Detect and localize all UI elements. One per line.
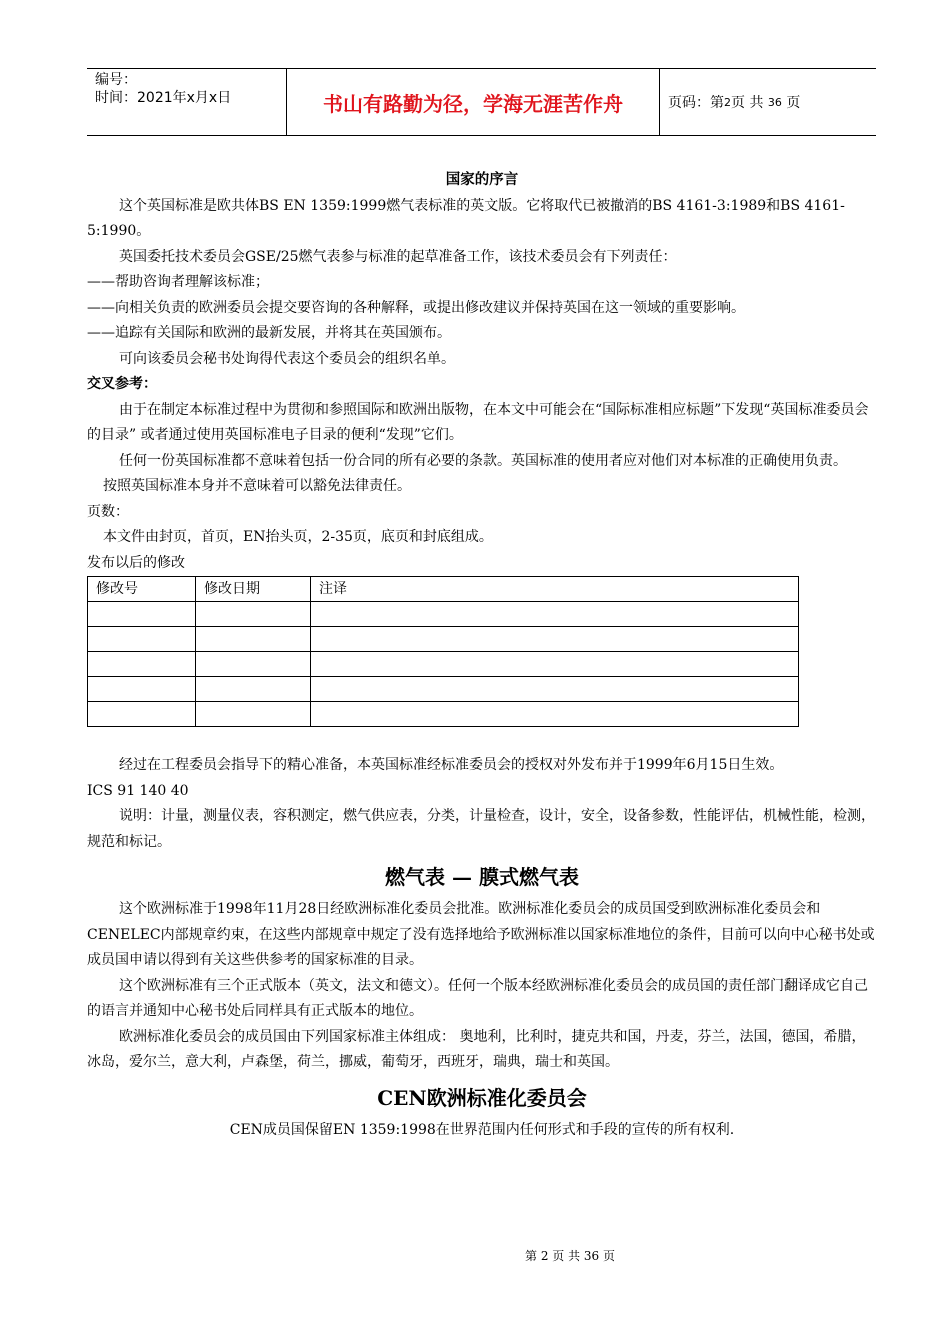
copyright-paragraph: CEN成员国保留EN 1359:1998在世界范围内任何形式和手段的宣传的所有权利. xyxy=(229,1121,735,1138)
table-cell xyxy=(88,677,196,702)
table-row xyxy=(88,702,799,727)
page-prefix: 页码：第 xyxy=(668,95,724,111)
table-cell xyxy=(88,702,196,727)
duty-item-2: ——向相关负责的欧洲委员会提交要咨询的各种解释，或提出修改建议并保持英国在这一领域的重要影响。 xyxy=(87,299,745,316)
table-cell xyxy=(196,602,311,627)
amendments-title: 发布以后的修改 xyxy=(87,554,185,571)
section-heading-gas-meter: 燃气表 — 膜式燃气表 xyxy=(385,865,579,889)
en-paragraph-2: 这个欧洲标准有三个正式版本（英文，法文和德文）。任何一个版本经欧洲标准化委员会的成员国的责任部门翻译成它自己的语言并通知中心秘书处后同样具有正式版本的地位。 xyxy=(87,977,868,1019)
preface-paragraph-3: 可向该委员会秘书处询得代表这个委员会的组织名单。 xyxy=(119,350,455,367)
table-row xyxy=(88,677,799,702)
header-motto: 书山有路勤为径，学海无涯苦作舟 xyxy=(287,69,660,135)
header-time: 时间：2021年x月x日 xyxy=(95,90,232,106)
page-total: 36 xyxy=(767,95,782,109)
preface-paragraph-4: 由于在制定本标准过程中为贯彻和参照国际和欧洲出版物，在本文中可能会在“国际标准相应标题”下发现“英国标准委员会的目录” 或者通过使用英国标准电子目录的便利“发现”它们。 xyxy=(87,401,869,443)
page-suffix: 页 xyxy=(786,95,801,111)
preface-paragraph-1: 这个英国标准是欧共体BS EN 1359:1999燃气表标准的英文版。它将取代已被撤消的BS 4161-3:1989和BS 4161-5:1990。 xyxy=(87,197,845,239)
preface-paragraph-2: 英国委托技术委员会GSE/25燃气表参与标准的起草准备工作，该技术委员会有下列责任： xyxy=(119,248,677,265)
duty-item-1: ——帮助咨询者理解该标准； xyxy=(87,274,269,290)
cross-reference-title: 交叉参考： xyxy=(87,376,157,392)
keywords-paragraph: 说明：计量，测量仪表，容积测定，燃气供应表，分类，计量检查，设计，安全，设备参数，性能评估，机械性能，检测，规范和标记。 xyxy=(87,808,875,850)
preface-paragraph-5: 任何一份英国标准都不意味着包括一份合同的所有必要的条款。英国标准的使用者应对他们对本标准的正确使用负责。 xyxy=(119,452,847,469)
table-cell xyxy=(311,677,799,702)
table-cell xyxy=(88,652,196,677)
preface-paragraph-6: 按照英国标准本身并不意味着可以豁免法律责任。 xyxy=(103,478,411,494)
table-header-cell: 注译 xyxy=(311,577,799,602)
page-number: 2 xyxy=(724,95,731,109)
en-paragraph-3: 欧洲标准化委员会的成员国由下列国家标准主体组成： 奥地利，比利时，捷克共和国，丹麦，芬兰，法国，德国，希腊，冰岛，爱尔兰，意大利，卢森堡，荷兰，挪威，葡萄牙，西班牙，瑞典，瑞士和英国。 xyxy=(87,1028,866,1070)
pages-title: 页数： xyxy=(87,503,129,520)
table-cell xyxy=(88,602,196,627)
table-cell xyxy=(311,602,799,627)
duty-item-3: ——追踪有关国际和欧洲的最新发展，并将其在英国颁布。 xyxy=(87,325,451,341)
table-header-cell: 修改日期 xyxy=(196,577,311,602)
table-row xyxy=(88,652,799,677)
page-footer: 第 2 页 共 36 页 xyxy=(525,1249,615,1263)
header-info-cell xyxy=(87,69,287,135)
table-cell xyxy=(196,702,311,727)
table-header-row xyxy=(88,577,799,602)
table-row xyxy=(88,627,799,652)
ics-code: ICS 91 140 40 xyxy=(87,782,189,799)
table-cell xyxy=(311,702,799,727)
table-cell xyxy=(88,627,196,652)
table-cell xyxy=(196,652,311,677)
table-cell xyxy=(196,627,311,652)
amendments-table xyxy=(87,576,799,727)
table-header-cell: 修改号 xyxy=(88,577,196,602)
table-cell xyxy=(311,627,799,652)
header-number: 编号： xyxy=(95,72,137,88)
table-row xyxy=(88,602,799,627)
page-header xyxy=(87,68,876,136)
preface-paragraph-7: 本文件由封页，首页，EN抬头页，2-35页，底页和封底组成。 xyxy=(103,529,493,545)
table-cell xyxy=(196,677,311,702)
effective-date-paragraph: 经过在工程委员会指导下的精心准备，本英国标准经标准委员会的授权对外发布并于1999年6月15日生效。 xyxy=(119,757,784,773)
table-cell xyxy=(311,652,799,677)
section-heading-cen: CEN欧洲标准化委员会 xyxy=(377,1085,587,1110)
page-mid: 页 共 xyxy=(731,95,764,111)
preface-title: 国家的序言 xyxy=(445,172,519,188)
header-page-info xyxy=(660,69,876,135)
spacer xyxy=(87,727,877,753)
document-body xyxy=(87,168,877,1143)
en-paragraph-1: 这个欧洲标准于1998年11月28日经欧洲标准化委员会批准。欧洲标准化委员会的成员国受到欧洲标准化委员会和CENELEC内部规章约束，在这些内部规章中规定了没有选择地给予欧洲标准以国家标准地位的条件，目前可以向中心秘书处或成员国申请以得到有关这些供参考的国家标准的目录。 xyxy=(87,901,875,968)
